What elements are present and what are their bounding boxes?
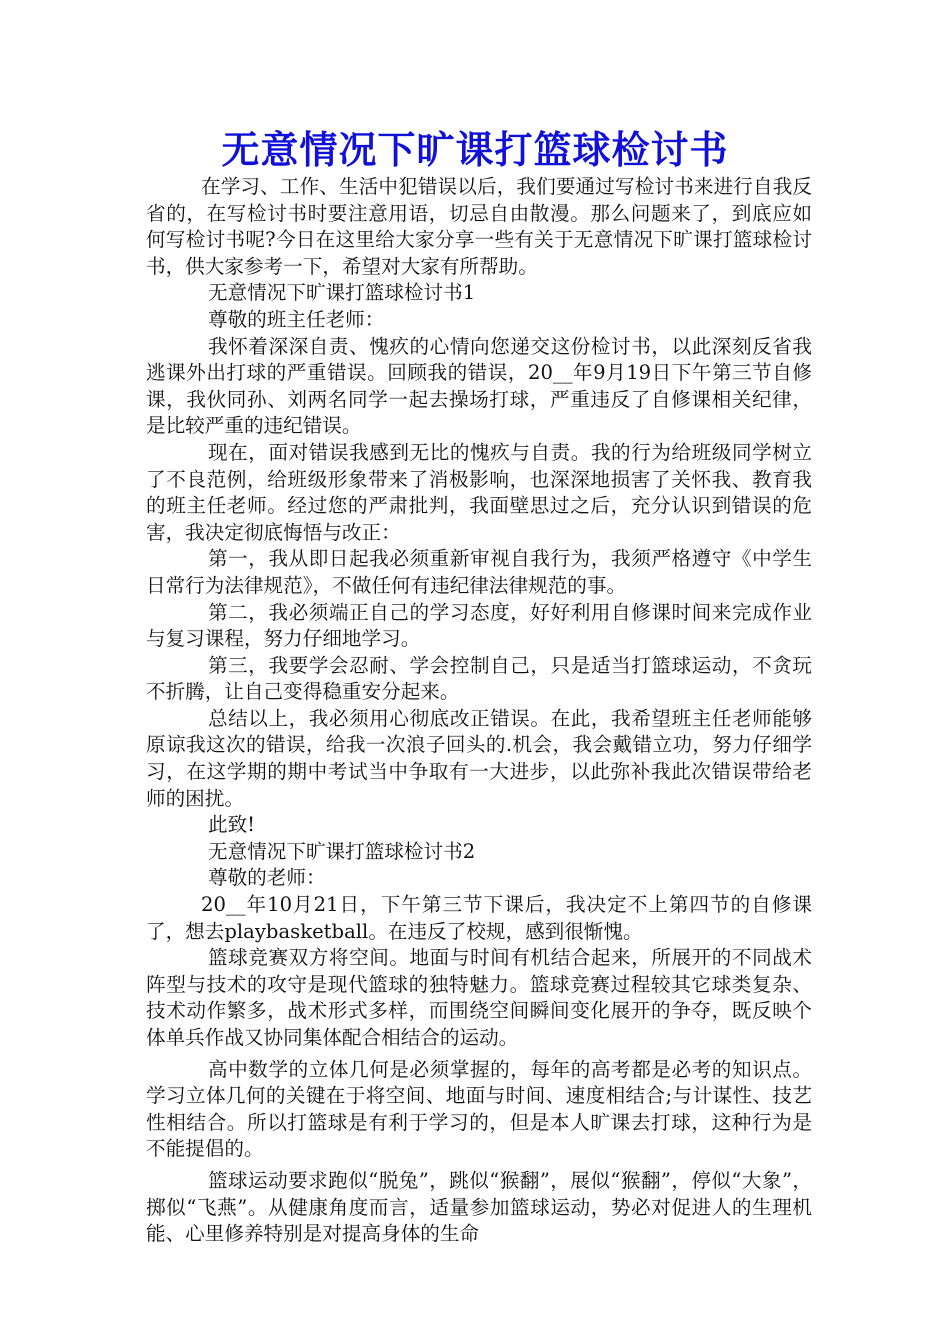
salutation-1: 尊敬的班主任老师： <box>208 307 385 331</box>
paragraph-basketball-health: 篮球运动要求跑似“脱兔”，跳似“猴翻”，展似“猴翻”，停似“大象”，掷似“飞燕”。从健康角度而言，适量参加篮球运动，势必对促进人的生理机能、心里修养特别是对提高身体的生命 <box>146 1168 812 1246</box>
paragraph-incident: 20__年10月21日，下午第三节下课后，我决定不上第四节的自修课了，想去playbasketball。在违反了校规，感到很惭愧。 <box>146 893 812 943</box>
document-body <box>146 174 812 1248</box>
closing-regards: 此致! <box>208 813 256 837</box>
paragraph-geometry: 高中数学的立体几何是必须掌握的，每年的高考都是必考的知识点。学习立体几何的关键在于将空间、地面与时间、速度相结合;与计谋性、技艺性相结合。所以打篮球是有利于学习的，但是本人旷课去打球，这种行为是不能提倡的。 <box>146 1057 812 1161</box>
paragraph-remorse: 现在，面对错误我感到无比的愧疚与自责。我的行为给班级同学树立了不良范例，给班级形象带来了消极影响，也深深地损害了关怀我、教育我的班主任老师。经过您的严肃批判，我面壁思过之后，充分认识到错误的危害，我决定彻底悔悟与改正： <box>146 440 812 544</box>
paragraph-confession: 我怀着深深自责、愧疚的心情向您递交这份检讨书，以此深刻反省我逃课外出打球的严重错误。回顾我的错误，20__年9月19日下午第三节自修课，我伙同孙、刘两名同学一起去操场打球，严重违反了自修课相关纪律，是比较严重的违纪错误。 <box>146 334 812 438</box>
section-heading-1: 无意情况下旷课打篮球检讨书1 <box>208 281 476 305</box>
salutation-2: 尊敬的老师： <box>208 866 326 890</box>
paragraph-intro: 在学习、工作、生活中犯错误以后，我们要通过写检讨书来进行自我反省的，在写检讨书时要注意用语，切忌自由散漫。那么问题来了，到底应如何写检讨书呢?今日在这里给大家分享一些有关于无意情况下旷课打篮球检讨书，供大家参考一下，希望对大家有所帮助。 <box>146 175 812 278</box>
paragraph-first-point: 第一，我从即日起我必须重新审视自我行为，我须严格遵守《中学生日常行为法律规范》，不做任何有违纪律法律规范的事。 <box>146 547 812 597</box>
paragraph-summary: 总结以上，我必须用心彻底改正错误。在此，我希望班主任老师能够原谅我这次的错误，给我一次浪子回头的.机会，我会戴错立功，努力仔细学习，在这学期的期中考试当中争取有一大进步，以此弥补我此次错误带给老师的困扰。 <box>146 706 812 810</box>
paragraph-third-point: 第三，我要学会忍耐、学会控制自己，只是适当打篮球运动，不贪玩不折腾，让自己变得稳重安分起来。 <box>146 653 812 704</box>
paragraph-basketball-spatial: 篮球竞赛双方将空间。地面与时间有机结合起来，所展开的不同战术阵型与技术的攻守是现代篮球的独特魅力。篮球竞赛过程较其它球类复杂、技术动作繁多，战术形式多样，而围绕空间瞬间变化展开的争夺，既反映个体单兵作战又协同集体配合相结合的运动。 <box>146 946 812 1049</box>
document-title: 无意情况下旷课打篮球检讨书 <box>221 127 729 172</box>
section-heading-2: 无意情况下旷课打篮球检讨书2 <box>208 839 476 863</box>
paragraph-second-point: 第二，我必须端正自己的学习态度，好好利用自修课时间来完成作业与复习课程，努力仔细地学习。 <box>146 600 812 651</box>
